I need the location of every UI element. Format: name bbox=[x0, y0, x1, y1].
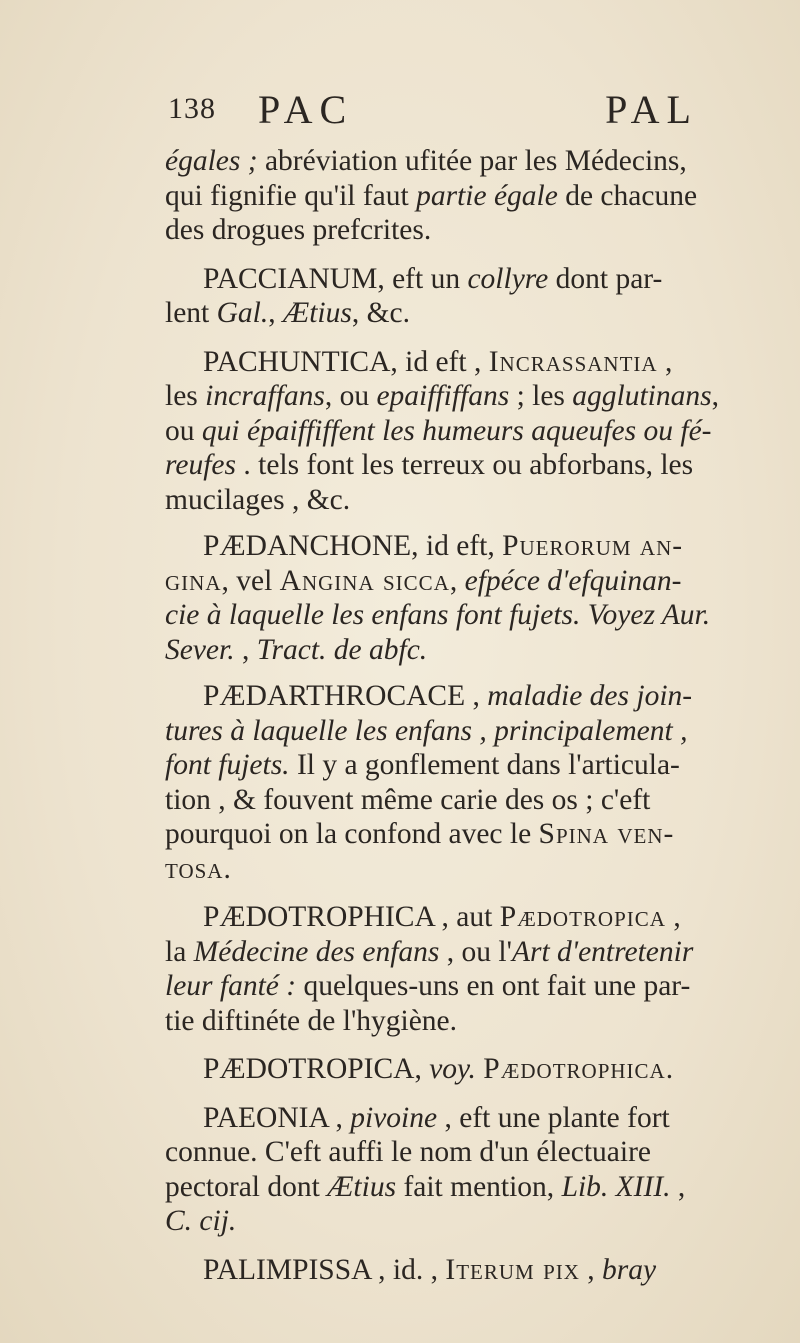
text-line bbox=[165, 633, 787, 668]
text-line bbox=[165, 448, 787, 483]
small-caps-text: Pædotropica bbox=[499, 901, 666, 933]
text-segment: , bbox=[670, 1170, 686, 1203]
text-segment: , &c. bbox=[351, 297, 411, 329]
text-line bbox=[165, 748, 787, 783]
italic-text: Voyez Aur. bbox=[587, 599, 711, 631]
italic-text: qui épaiffiffent les humeurs aqueufes ou fé- bbox=[201, 414, 712, 447]
text-line bbox=[165, 935, 787, 970]
italic-text: efpéce d'efquinan- bbox=[464, 564, 682, 597]
text-segment: , bbox=[465, 680, 488, 712]
italic-text: partie égale bbox=[416, 179, 558, 212]
text-line bbox=[165, 1204, 787, 1239]
italic-text: reufes bbox=[165, 449, 236, 481]
text-line bbox=[165, 598, 787, 633]
text-line bbox=[165, 1135, 787, 1170]
text-segment: . tels font les terreux ou abforbans, les bbox=[236, 449, 694, 481]
text-segment: des drogues prefcrites. bbox=[165, 214, 432, 246]
text-segment: , bbox=[657, 345, 673, 378]
small-caps-text: Spina ven- bbox=[538, 818, 675, 850]
small-caps-text: Angina sicca bbox=[279, 564, 450, 597]
text-segment: PÆDANCHONE bbox=[203, 530, 412, 562]
small-caps-text: tosa. bbox=[165, 852, 232, 885]
small-caps-text: Incrassantia bbox=[488, 345, 658, 378]
header-right-word: PAL bbox=[605, 87, 698, 132]
italic-text: Art d'entretenir bbox=[511, 935, 694, 968]
text-line bbox=[165, 817, 787, 852]
entry-first-line bbox=[165, 262, 787, 297]
entry-first-line bbox=[165, 1052, 787, 1087]
text-segment: ou bbox=[165, 414, 202, 447]
entry-first-line bbox=[165, 1101, 787, 1136]
italic-text: égales ; bbox=[165, 145, 258, 177]
italic-text: Médecine des enfans bbox=[193, 935, 440, 968]
text-line bbox=[165, 179, 787, 214]
italic-text: leur fanté : bbox=[165, 970, 297, 1002]
italic-text: incraffans bbox=[205, 380, 325, 412]
text-line bbox=[165, 783, 787, 818]
text-segment: PALIMPISSA bbox=[203, 1253, 371, 1286]
text-segment: PAEONIA bbox=[203, 1101, 329, 1134]
italic-text: pivoine bbox=[350, 1101, 438, 1134]
text-segment: PACCIANUM bbox=[203, 262, 378, 295]
italic-text: epaiffiffans bbox=[376, 380, 510, 412]
small-caps-text: gina bbox=[165, 564, 222, 597]
text-segment: , id. , bbox=[370, 1253, 446, 1286]
text-segment: PÆDOTROPICA bbox=[203, 1053, 415, 1085]
text-line bbox=[165, 144, 787, 179]
small-caps-text: Puerorum an- bbox=[502, 530, 684, 562]
text-segment: , bbox=[665, 901, 681, 933]
italic-text: cie à laquelle les enfans font fujets. bbox=[165, 599, 581, 631]
text-segment: ; les bbox=[509, 380, 573, 412]
text-segment: , vel bbox=[221, 564, 280, 597]
text-segment: quelques-uns en ont fait une par- bbox=[296, 970, 691, 1002]
italic-text: Ætius bbox=[283, 297, 352, 329]
text-segment: PACHUNTICA bbox=[203, 345, 391, 378]
text-line bbox=[165, 213, 787, 248]
italic-text: maladie des join- bbox=[487, 680, 693, 712]
text-segment: qui fignifie qu'il faut bbox=[165, 179, 417, 212]
text-segment: , bbox=[234, 633, 257, 666]
text-segment: abréviation ufitée par les Médecins, bbox=[257, 145, 687, 177]
entry-first-line bbox=[165, 900, 787, 935]
small-caps-text: Iterum pix bbox=[445, 1253, 580, 1286]
text-line bbox=[165, 296, 787, 331]
entry-first-line bbox=[165, 345, 787, 380]
italic-text: C. cij. bbox=[165, 1205, 237, 1237]
text-line bbox=[165, 852, 787, 887]
text-segment bbox=[580, 599, 587, 631]
text-segment: tie diftinéte de l'hygiène. bbox=[165, 1004, 458, 1037]
text-segment: , bbox=[268, 297, 283, 329]
text-segment: PÆDARTHROCACE bbox=[203, 680, 466, 712]
entry-first-line bbox=[165, 529, 787, 564]
text-segment: , id eft , bbox=[390, 345, 489, 378]
italic-text: font fujets. bbox=[165, 749, 290, 781]
running-header bbox=[168, 86, 708, 136]
text-segment: , eft une plante fort bbox=[437, 1101, 670, 1134]
text-segment: tion , & fouvent même carie des os ; c'eft bbox=[165, 783, 651, 816]
text-segment: fait mention, bbox=[396, 1170, 562, 1203]
italic-text: collyre bbox=[467, 262, 549, 295]
text-segment: pourquoi on la confond avec le bbox=[165, 818, 539, 850]
body-text bbox=[165, 144, 787, 1287]
text-line bbox=[165, 483, 787, 518]
text-line bbox=[165, 379, 787, 414]
italic-text: voy. bbox=[429, 1053, 476, 1085]
italic-text: Tract. de abfc. bbox=[256, 633, 428, 666]
text-segment: PÆDOTROPHICA bbox=[203, 901, 435, 933]
text-segment: connue. C'eft auffi le nom d'un électuaire bbox=[165, 1136, 652, 1168]
text-segment: , bbox=[711, 380, 719, 412]
text-segment: mucilages , &c. bbox=[165, 483, 351, 516]
text-segment: pectoral dont bbox=[165, 1170, 328, 1203]
header-left-word: PAC bbox=[258, 87, 354, 132]
text-segment: la bbox=[165, 935, 194, 968]
text-segment: de chacune bbox=[557, 179, 698, 212]
text-line bbox=[165, 564, 787, 599]
entry-first-line bbox=[165, 1253, 787, 1288]
small-caps-text: Pædotrophica. bbox=[483, 1053, 675, 1085]
text-segment: , bbox=[579, 1253, 603, 1286]
text-segment: , id eft, bbox=[411, 530, 503, 562]
text-line bbox=[165, 1170, 787, 1205]
text-line bbox=[165, 969, 787, 1004]
text-line bbox=[165, 414, 787, 449]
text-segment: , ou l' bbox=[439, 935, 512, 968]
text-segment: Il y a gonflement dans l'articula- bbox=[289, 749, 680, 781]
text-segment: , bbox=[414, 1053, 430, 1085]
text-line bbox=[165, 714, 787, 749]
italic-text: Gal. bbox=[216, 297, 269, 329]
page-number: 138 bbox=[168, 92, 216, 125]
italic-text: Sever. bbox=[165, 633, 235, 666]
text-segment: lent bbox=[165, 297, 217, 329]
italic-text: tures à laquelle les enfans , principalement , bbox=[165, 714, 688, 747]
italic-text: Lib. XIII. bbox=[561, 1170, 671, 1203]
entry-first-line bbox=[165, 679, 787, 714]
italic-text: bray bbox=[602, 1253, 657, 1286]
text-segment: , ou bbox=[324, 380, 377, 412]
text-segment: , bbox=[328, 1101, 351, 1134]
text-segment: , bbox=[449, 564, 465, 597]
text-segment: les bbox=[165, 380, 206, 412]
italic-text: Ætius bbox=[327, 1170, 397, 1203]
text-segment: , aut bbox=[434, 901, 500, 933]
italic-text: agglutinans bbox=[572, 380, 712, 412]
text-line bbox=[165, 1004, 787, 1039]
text-segment: , eft un bbox=[377, 262, 468, 295]
text-segment: dont par- bbox=[548, 262, 663, 295]
